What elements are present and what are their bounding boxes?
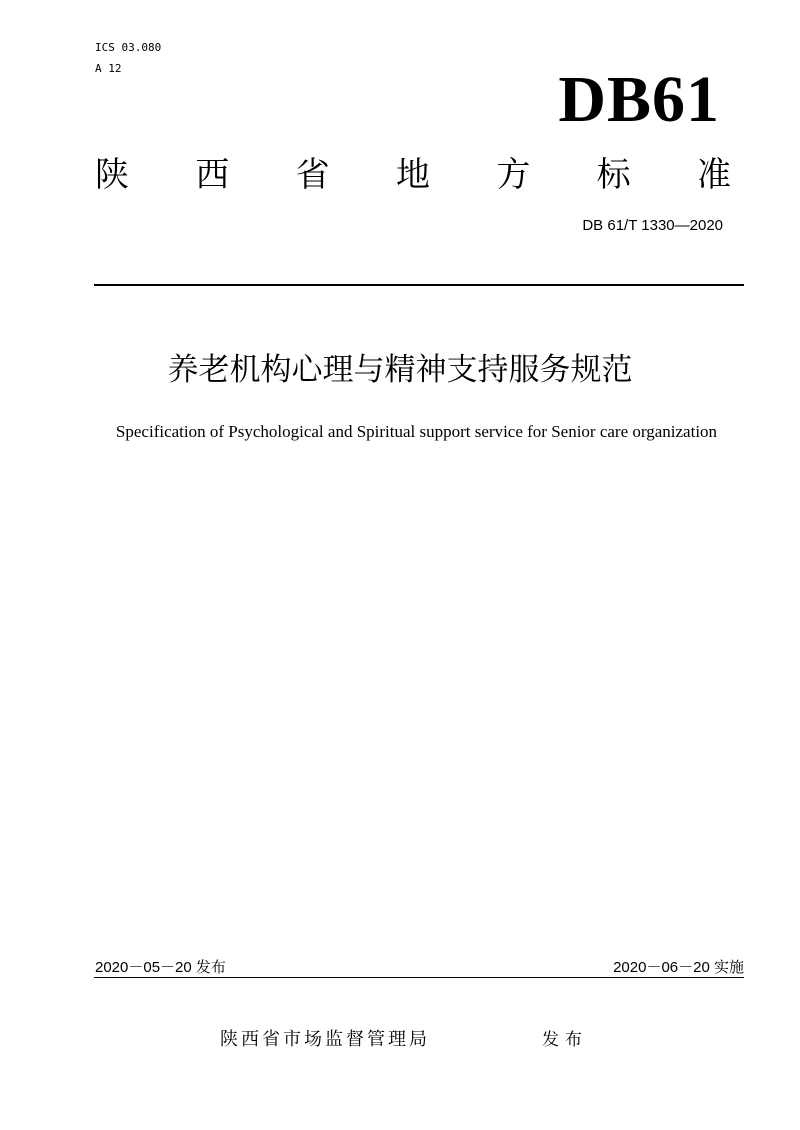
standard-type-char: 准 [696, 155, 731, 195]
document-title: 养老机构心理与精神支持服务规范 [167, 352, 633, 388]
implement-date-text: 2020－06－20 实施 [613, 959, 744, 976]
standard-type-char: 省 [295, 155, 330, 195]
standard-type-char: 陕 [95, 155, 129, 195]
publish-date-text: 2020－05－20 发布 [95, 959, 226, 976]
document-subtitle-english: Specification of Psychological and Spiritual support service for Senior care organization [115, 422, 718, 441]
publish-date [95, 958, 226, 978]
standard-type-char: 西 [195, 155, 230, 195]
standard-type-char: 地 [395, 155, 430, 195]
standard-type-char: 标 [596, 155, 631, 195]
standard-logo: DB61 [558, 63, 720, 136]
issue-label: 发布 [542, 1030, 588, 1050]
ics-code: ICS 03.080 [95, 41, 162, 54]
header-divider [94, 284, 744, 286]
implement-date [613, 958, 744, 978]
standard-type-char: 方 [496, 155, 531, 195]
classification-code: A 12 [95, 62, 122, 75]
standard-number: DB 61/T 1330—2020 [582, 217, 723, 234]
standard-type-title [95, 152, 731, 198]
issuing-authority: 陕西省市场监督管理局 [220, 1029, 430, 1050]
footer-divider [94, 977, 744, 978]
